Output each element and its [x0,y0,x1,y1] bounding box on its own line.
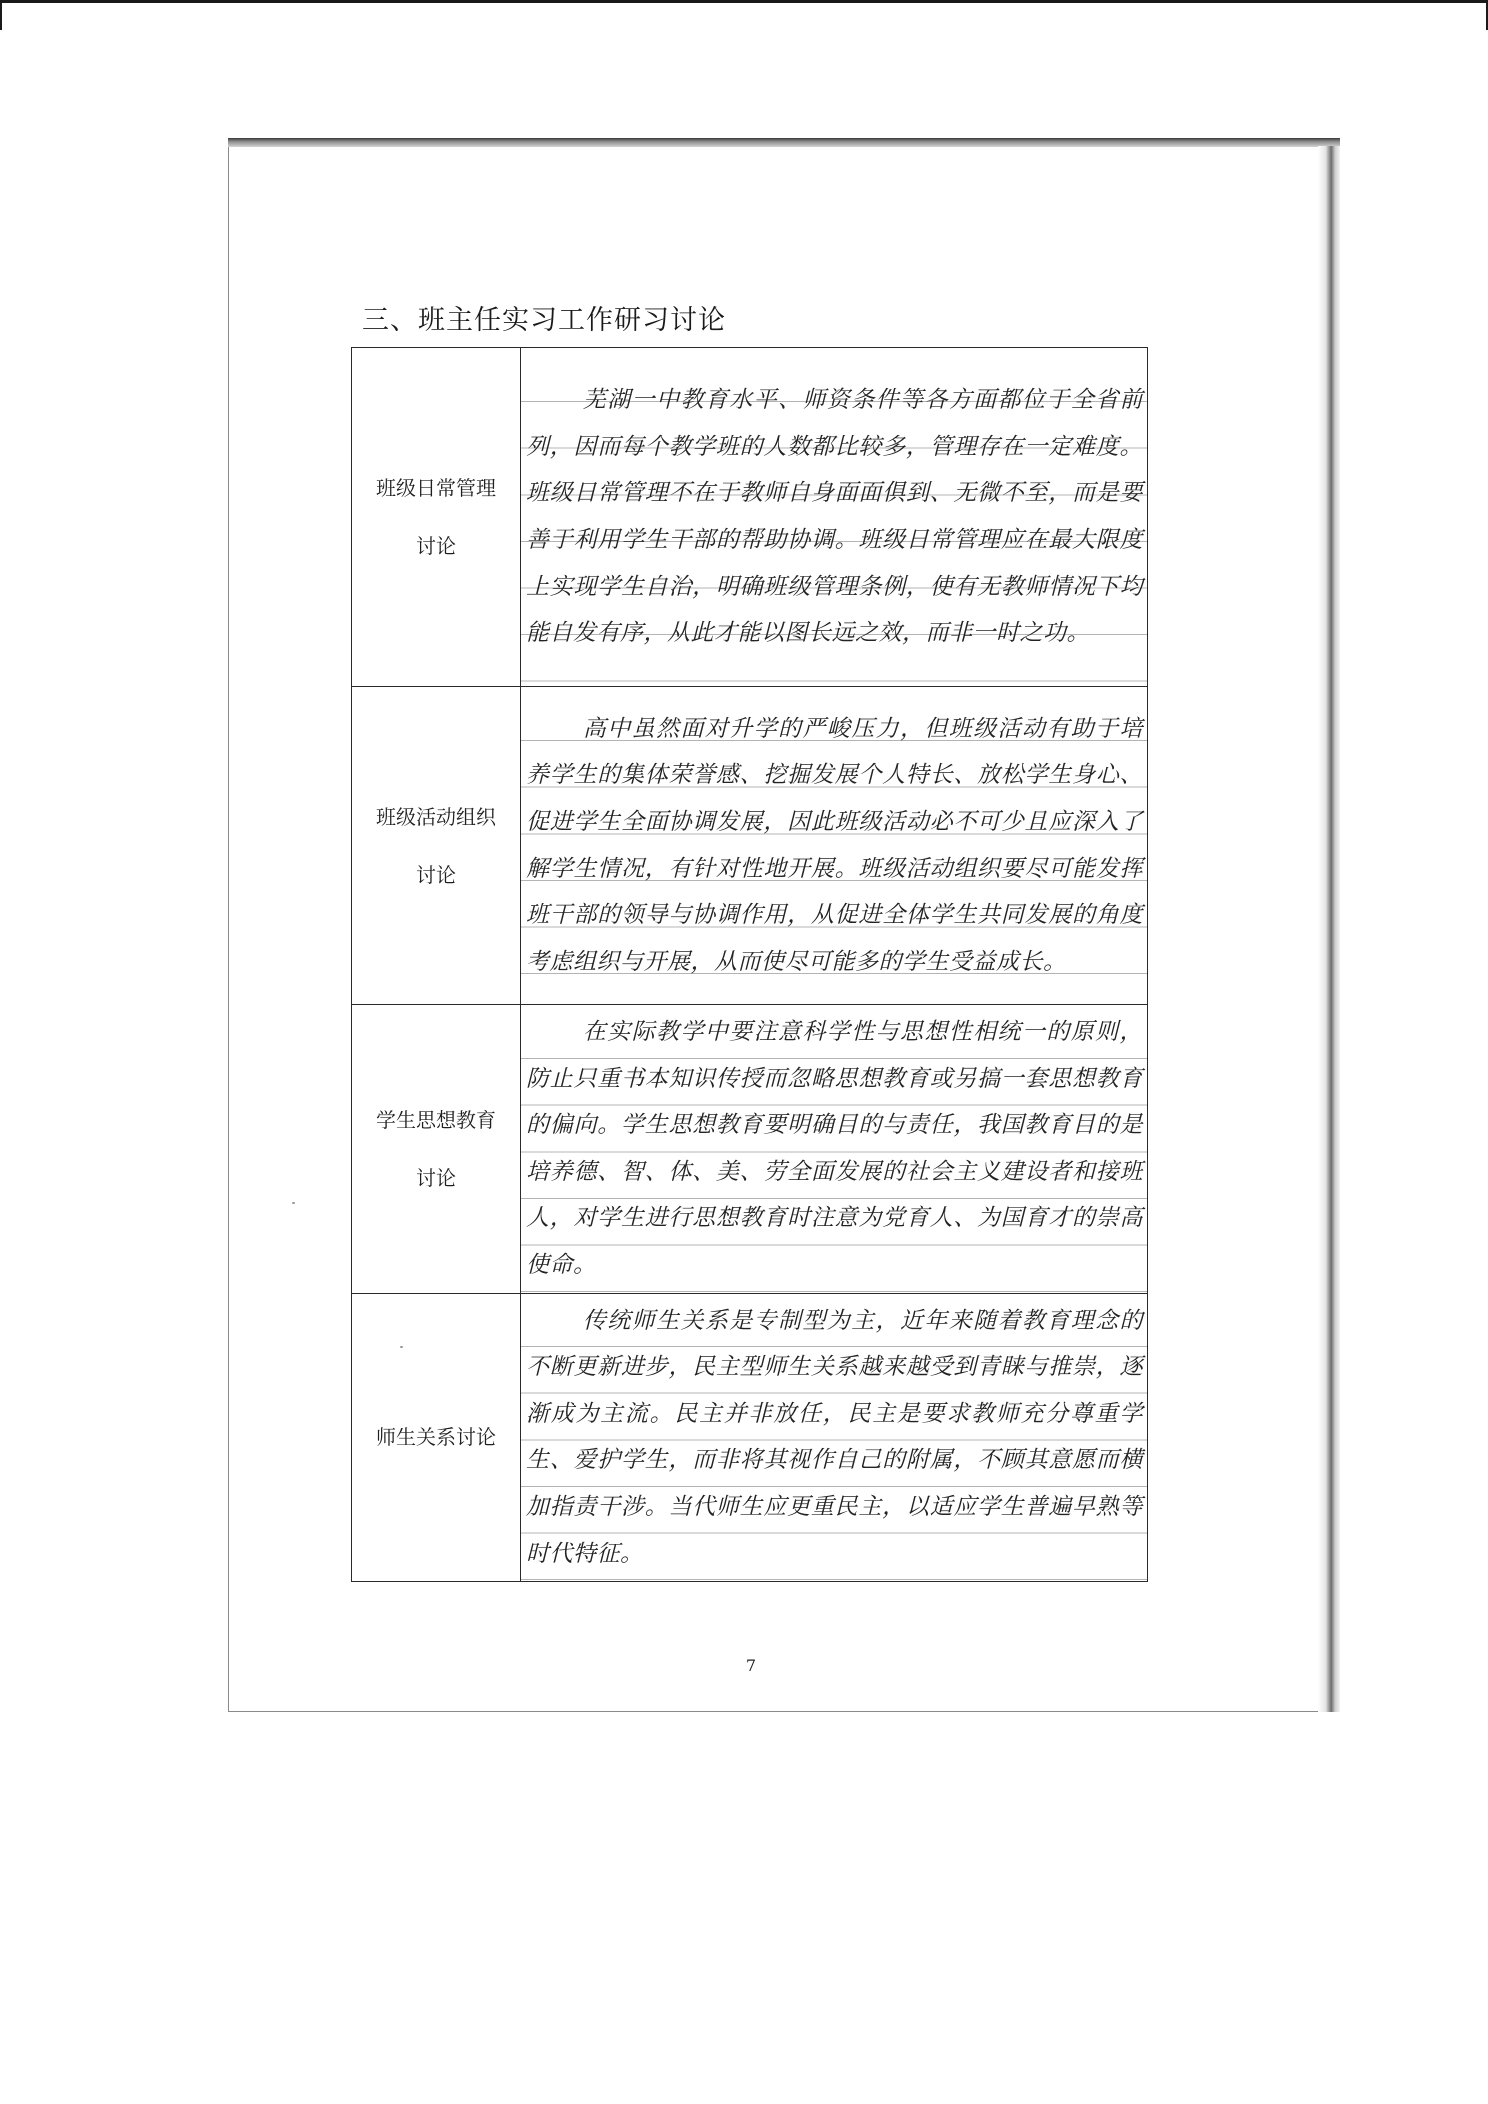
row-label-cell [352,1005,521,1294]
page-number: 7 [745,1656,757,1675]
table-row [352,687,1148,1005]
handwritten-cell [521,1005,1148,1294]
sheet-binding-edge [1318,146,1340,1712]
handwritten-text: 高中虽然面对升学的严峻压力，但班级活动有助于培养学生的集体荣誉感、挖掘发展个人特长、放松学生身心、促进学生全面协调发展，因此班级活动必不可少且应深入了解学生情况，有针对性地开展。班级活动组织要尽可能发挥班干部的领导与协调作用，从促进全体学生共同发展的角度考虑组织与开展，从而使尽可能多的学生受益成长。 [526,715,1143,975]
scan-border-top [0,0,1488,3]
handwritten-text: 在实际教学中要注意科学性与思想性相统一的原则，防止只重书本知识传授而忽略思想教育或另搞一套思想教育的偏向。学生思想教育要明确目的与责任，我国教育目的是培养德、智、体、美、劳全面发展的社会主义建设者和接班人，对学生进行思想教育时注意为党育人、为国育才的崇高使命。 [526,1019,1143,1278]
row-label-cell [352,1293,521,1582]
table-row [352,1005,1148,1294]
handwritten-cell [521,348,1148,687]
handwritten-cell [521,687,1148,1005]
section-title: 三、班主任实习工作研习讨论 [362,305,726,336]
row-label: 班级日常管理 讨论 [376,476,496,558]
sheet-top-edge-shadow [228,138,1340,147]
handwritten-text: 传统师生关系是专制型为主，近年来随着教育理念的不断更新进步，民主型师生关系越来越受到青睐与推崇，逐渐成为主流。民主并非放任，民主是要求教师充分尊重学生、爱护学生，而非将其视作自己的附属，不顾其意愿而横加指责干涉。当代师生应更重民主，以适应学生普遍早熟等时代特征。 [526,1307,1143,1567]
row-label: 师生关系讨论 [376,1425,496,1450]
row-label: 班级活动组织 讨论 [376,804,496,887]
handwritten-cell [521,1293,1148,1582]
table-row [352,348,1148,687]
row-label-cell [352,687,521,1005]
handwritten-text: 芜湖一中教育水平、师资条件等各方面都位于全省前列，因而每个教学班的人数都比较多，管理存在一定难度。班级日常管理不在于教师自身面面俱到、无微不至，而是要善于利用学生干部的帮助协调。班级日常管理应在最大限度上实现学生自治，明确班级管理条例，使有无教师情况下均能自发有序，从此才能以图长远之效，而非一时之功。 [526,387,1143,647]
table-row [352,1293,1148,1582]
scan-speck [292,1202,295,1204]
row-label-cell [352,348,521,687]
discussion-table [351,347,1148,1582]
scan-border-left [0,0,2,30]
row-label: 学生思想教育 讨论 [376,1107,496,1190]
